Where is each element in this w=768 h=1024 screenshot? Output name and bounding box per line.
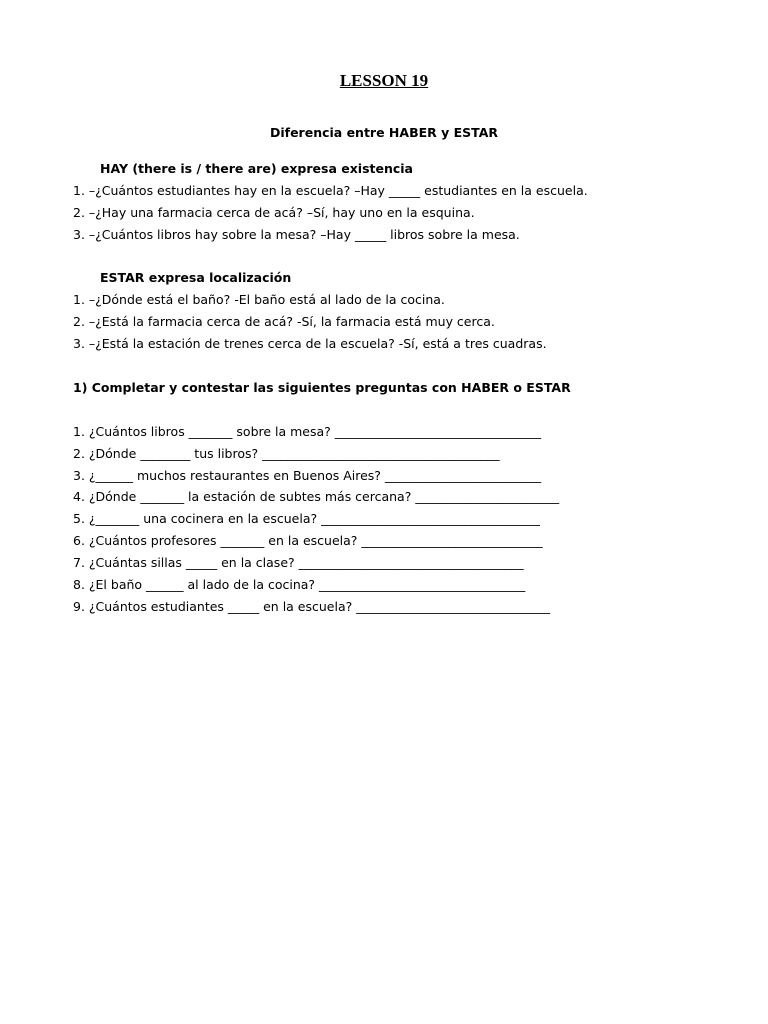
exercise-question-8: 8. ¿El baño ______ al lado de la cocina? _________________________________ [73,577,526,592]
estar-example-3: 3. –¿Está la estación de trenes cerca de la escuela? -Sí, está a tres cuadras. [73,336,547,351]
hay-example-3: 3. –¿Cuántos libros hay sobre la mesa? –Hay _____ libros sobre la mesa. [73,227,520,242]
exercise-heading: 1) Completar y contestar las siguientes preguntas con HABER o ESTAR [73,380,571,395]
exercise-question-2: 2. ¿Dónde ________ tus libros? ______________________________________ [73,446,500,461]
exercise-question-9: 9. ¿Cuántos estudiantes _____ en la escuela? _______________________________ [73,599,550,614]
exercise-question-1: 1. ¿Cuántos libros _______ sobre la mesa? _________________________________ [73,424,542,439]
exercise-question-4: 4. ¿Dónde _______ la estación de subtes más cercana? _______________________ [73,489,560,504]
estar-section-heading: ESTAR expresa localización [100,270,292,285]
worksheet-subtitle: Diferencia entre HABER y ESTAR [269,125,499,140]
exercise-question-6: 6. ¿Cuántos profesores _______ en la escuela? _____________________________ [73,533,543,548]
exercise-question-7: 7. ¿Cuántas sillas _____ en la clase? ____________________________________ [73,555,524,570]
exercise-question-5: 5. ¿_______ una cocinera en la escuela? ___________________________________ [73,511,540,526]
estar-example-2: 2. –¿Está la farmacia cerca de acá? -Sí, la farmacia está muy cerca. [73,314,495,329]
lesson-title: LESSON 19 [339,71,429,90]
hay-section-heading: HAY (there is / there are) expresa existencia [100,161,413,176]
estar-example-1: 1. –¿Dónde está el baño? -El baño está al lado de la cocina. [73,292,445,307]
exercise-question-3: 3. ¿______ muchos restaurantes en Buenos Aires? _________________________ [73,468,542,483]
hay-example-2: 2. –¿Hay una farmacia cerca de acá? –Sí, hay uno en la esquina. [73,205,475,220]
hay-example-1: 1. –¿Cuántos estudiantes hay en la escuela? –Hay _____ estudiantes en la escuela. [73,183,588,198]
